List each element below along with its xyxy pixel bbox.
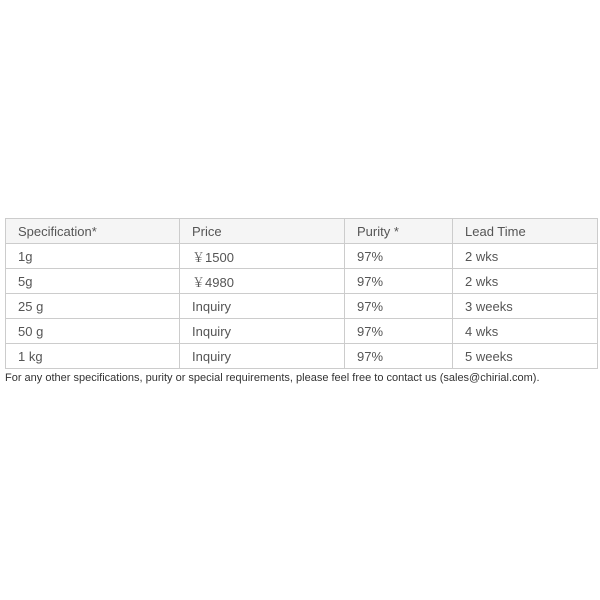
cell-specification: 5g (6, 269, 180, 294)
table-header (6, 219, 598, 244)
cell-specification: 1 kg (6, 344, 180, 369)
cell-price: Inquiry (180, 319, 345, 344)
cell-purity: 97% (345, 244, 453, 269)
cell-lead-time: 2 wks (453, 269, 598, 294)
header-purity: Purity * (345, 219, 453, 244)
table-row (6, 294, 598, 319)
header-specification: Specification* (6, 219, 180, 244)
cell-specification: 50 g (6, 319, 180, 344)
cell-purity: 97% (345, 344, 453, 369)
cell-specification: 25 g (6, 294, 180, 319)
header-row (6, 219, 598, 244)
cell-lead-time: 2 wks (453, 244, 598, 269)
header-lead-time: Lead Time (453, 219, 598, 244)
contact-footnote: For any other specifications, purity or special requirements, please feel free to contact us (sales@chirial.com). (5, 372, 540, 384)
header-price: Price (180, 219, 345, 244)
cell-price: ￥4980 (180, 269, 345, 294)
cell-purity: 97% (345, 294, 453, 319)
table-body (6, 244, 598, 369)
cell-purity: 97% (345, 269, 453, 294)
cell-price: ￥1500 (180, 244, 345, 269)
cell-specification: 1g (6, 244, 180, 269)
cell-lead-time: 3 weeks (453, 294, 598, 319)
cell-price: Inquiry (180, 294, 345, 319)
table-row (6, 269, 598, 294)
cell-lead-time: 4 wks (453, 319, 598, 344)
table-row (6, 244, 598, 269)
table-row (6, 344, 598, 369)
cell-purity: 97% (345, 319, 453, 344)
cell-lead-time: 5 weeks (453, 344, 598, 369)
table-row (6, 319, 598, 344)
product-price-table (5, 218, 598, 369)
cell-price: Inquiry (180, 344, 345, 369)
